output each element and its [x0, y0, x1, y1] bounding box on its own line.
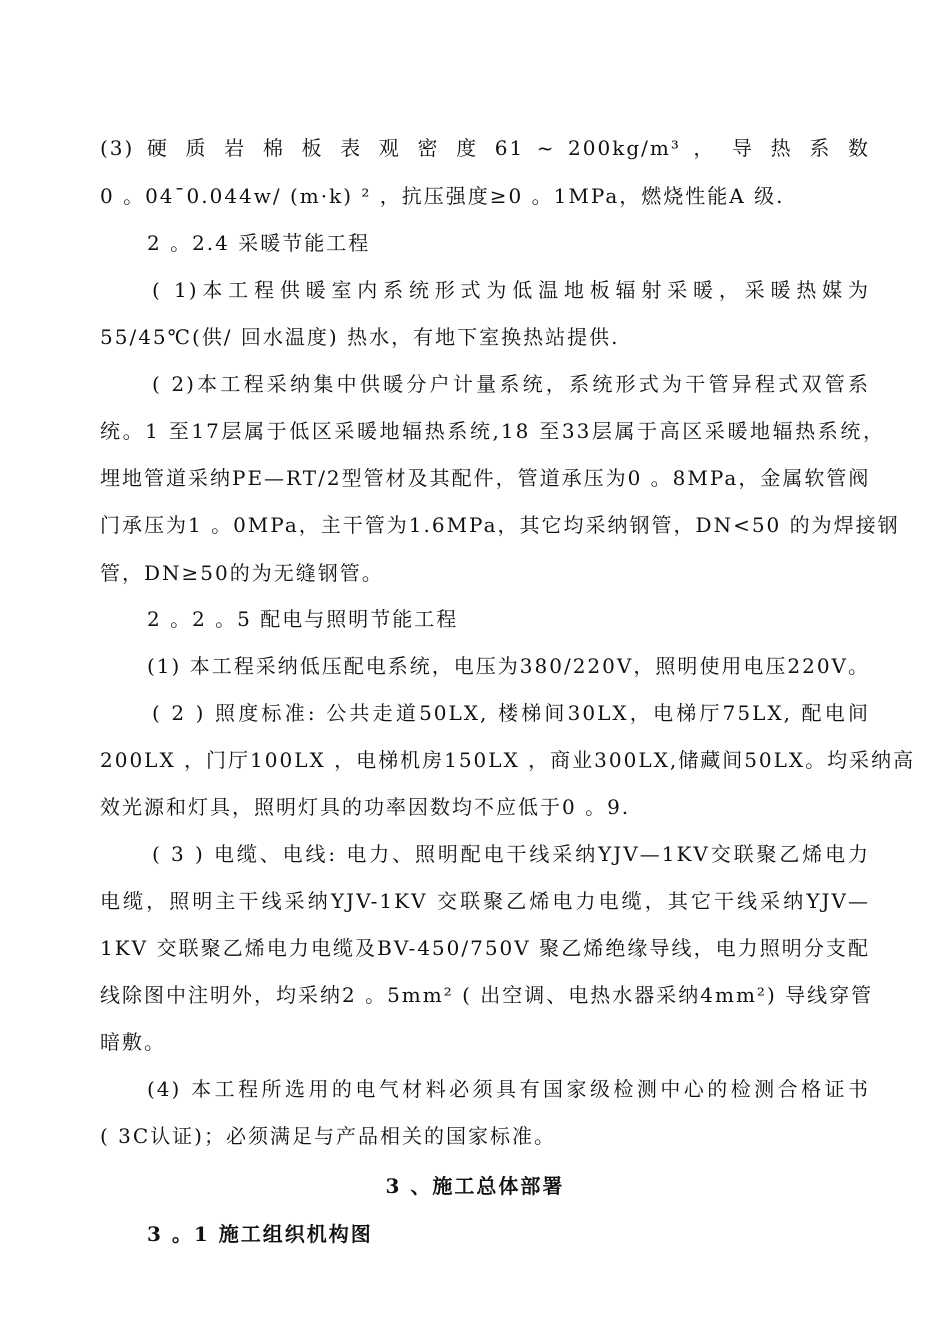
section-heading-2-2-4: 2 。2.4 采暖节能工程	[147, 231, 371, 255]
para-heating-2-line-1: ( 2)本工程采纳集中供暖分户计量系统，系统形式为干管异程式双管系	[152, 372, 870, 396]
section-heading-2-2-5: 2 。2 。5 配电与照明节能工程	[147, 607, 459, 631]
para-illuminance-line-2: 200LX ，门厅100LX ，电梯机房150LX ，商业300LX,储藏间50LX。均采纳高	[100, 748, 916, 772]
para-materials-line-2: ( 3C认证)；必须满足与产品相关的国家标准。	[100, 1124, 556, 1148]
para-cables-line-2: 电缆，照明主干线采纳YJV-1KV 交联聚乙烯电力电缆，其它干线采纳YJV—	[100, 889, 870, 913]
para-heating-2-line-3: 埋地管道采纳PE—RT/2型管材及其配件，管道承压为0 。8MPa，金属软管阀	[100, 466, 871, 490]
para-cables-line-5: 暗敷。	[100, 1030, 166, 1054]
para-heating-2-line-5: 管，DN≥50的为无缝钢管。	[100, 561, 384, 585]
section-heading-3-1: 3 。1 施工组织机构图	[147, 1222, 373, 1246]
para-heating-2-line-4: 门承压为1 。0MPa，主干管为1.6MPa，其它均采纳钢管，DN<50 的为焊接钢	[100, 513, 900, 537]
para-heating-2-line-2: 统。1 至17层属于低区采暖地辐热系统,18 至33层属于高区采暖地辐热系统，	[100, 419, 885, 443]
para-rockwool-line-1: (3) 硬 质 岩 棉 板 表 观 密 度 61 ~ 200kg/m³ ， 导 热 系 数	[100, 136, 870, 160]
para-materials-line-1: (4) 本工程所选用的电气材料必须具有国家级检测中心的检测合格证书	[147, 1077, 870, 1101]
para-illuminance-line-3: 效光源和灯具，照明灯具的功率因数均不应低于0 。9.	[100, 795, 631, 819]
para-cables-line-1: ( 3 ) 电缆、电线: 电力、照明配电干线采纳YJV—1KV交联聚乙烯电力	[152, 842, 870, 866]
para-electric-1: (1) 本工程采纳低压配电系统，电压为380/220V，照明使用电压220V。	[147, 654, 870, 678]
para-illuminance-line-1: ( 2 ) 照度标准: 公共走道50LX, 楼梯间30LX，电梯厅75LX, 配电间	[152, 701, 870, 725]
para-heating-1-line-1: ( 1)本工程供暖室内系统形式为低温地板辐射采暖，采暖热媒为	[152, 278, 870, 302]
para-heating-1-line-2: 55/45℃(供/ 回水温度) 热水，有地下室换热站提供.	[100, 325, 620, 349]
para-cables-line-4: 线除图中注明外，均采纳2 。5mm² ( 出空调、电热水器采纳4mm²) 导线穿管	[100, 983, 874, 1007]
chapter-heading-3: 3 、施工总体部署	[385, 1174, 565, 1198]
para-rockwool-line-2: 0 。04¯0.044w/ (m·k) ² ，抗压强度≥0 。1MPa，燃烧性能A 级.	[100, 184, 785, 208]
para-cables-line-3: 1KV 交联聚乙烯电力电缆及BV-450/750V 聚乙烯绝缘导线，电力照明分支配	[100, 936, 870, 960]
